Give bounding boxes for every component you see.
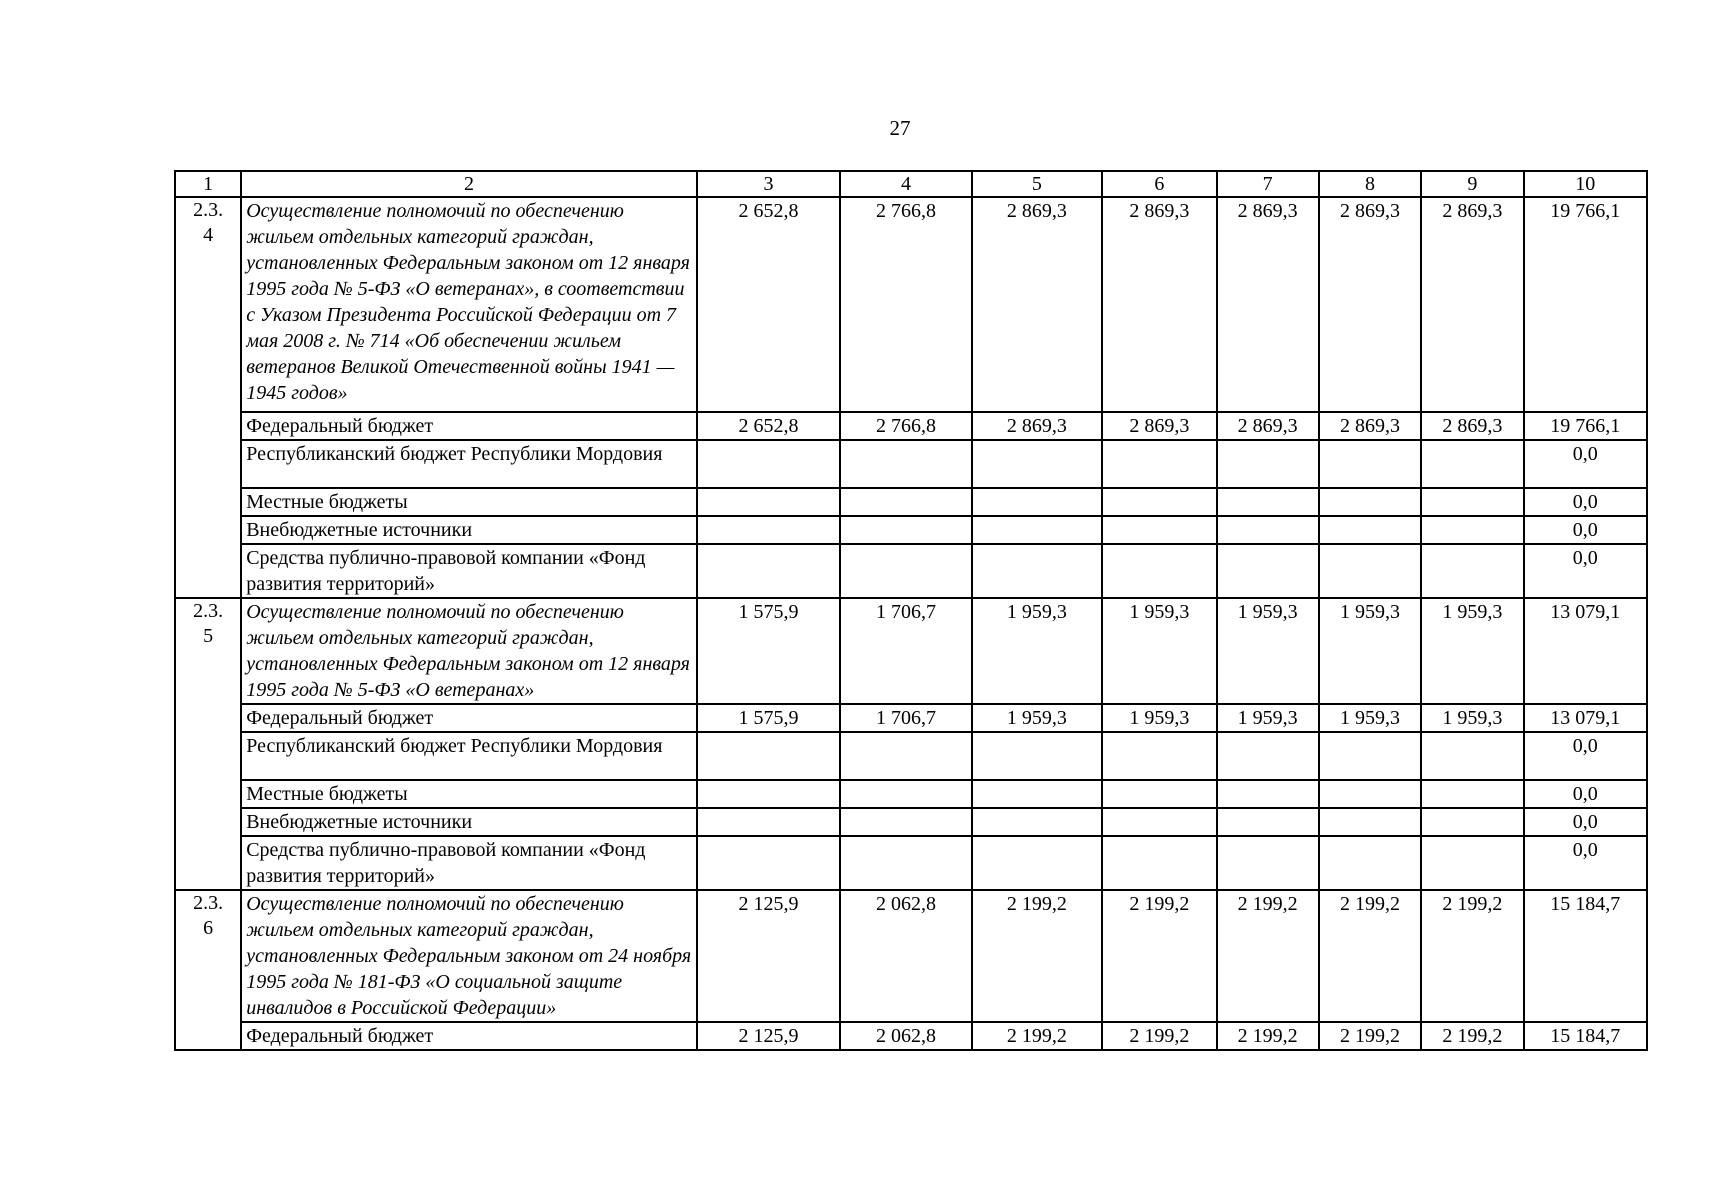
total-cell: 15 184,7 (1524, 1022, 1647, 1050)
value-cell: 2 199,2 (1319, 1022, 1421, 1050)
value-cell: 2 869,3 (972, 197, 1102, 412)
value-cell (972, 488, 1102, 516)
source-row (175, 412, 1647, 440)
value-cell (1217, 836, 1319, 890)
value-cell (1421, 836, 1523, 890)
value-cell: 1 959,3 (1421, 598, 1523, 704)
source-label: Республиканский бюджет Республики Мордовия (241, 440, 697, 488)
source-label: Федеральный бюджет (241, 412, 697, 440)
total-cell: 19 766,1 (1524, 412, 1647, 440)
value-cell: 1 959,3 (1217, 598, 1319, 704)
value-cell: 2 062,8 (840, 890, 971, 1022)
source-row (175, 488, 1647, 516)
total-cell: 0,0 (1524, 836, 1647, 890)
value-cell: 1 959,3 (972, 598, 1102, 704)
budget-table (174, 170, 1648, 1051)
value-cell (1319, 544, 1421, 598)
value-cell: 2 199,2 (1217, 890, 1319, 1022)
total-cell: 0,0 (1524, 440, 1647, 488)
value-cell (1421, 780, 1523, 808)
value-cell (1102, 780, 1216, 808)
section-index: 2.3. 6 (175, 890, 241, 1050)
source-label: Внебюджетные источники (241, 516, 697, 544)
value-cell (972, 808, 1102, 836)
value-cell: 2 199,2 (1217, 1022, 1319, 1050)
value-cell: 1 706,7 (840, 704, 971, 732)
value-cell (1102, 488, 1216, 516)
value-cell (972, 732, 1102, 780)
value-cell (1102, 732, 1216, 780)
value-cell: 2 199,2 (1421, 890, 1523, 1022)
value-cell (1319, 836, 1421, 890)
source-label: Республиканский бюджет Республики Мордовия (241, 732, 697, 780)
value-cell: 2 199,2 (1102, 890, 1216, 1022)
header-cell: 1 (175, 171, 241, 197)
header-cell: 2 (241, 171, 697, 197)
value-cell: 15 184,7 (1524, 890, 1647, 1022)
value-cell (1102, 516, 1216, 544)
value-cell: 1 959,3 (1217, 704, 1319, 732)
value-cell (1217, 808, 1319, 836)
value-cell (1319, 516, 1421, 544)
header-cell: 3 (697, 171, 840, 197)
header-cell: 10 (1524, 171, 1647, 197)
source-label: Федеральный бюджет (241, 1022, 697, 1050)
section-title: Осуществление полномочий по обеспечению жильем отдельных категорий граждан, установленных Федеральным законом от 12 января 1995 года № 5-ФЗ «О ветеранах» (241, 598, 697, 704)
value-cell: 1 959,3 (1102, 598, 1216, 704)
value-cell (697, 780, 840, 808)
value-cell (1102, 440, 1216, 488)
value-cell (1217, 544, 1319, 598)
value-cell (1421, 488, 1523, 516)
value-cell (972, 544, 1102, 598)
value-cell (840, 808, 971, 836)
value-cell: 1 959,3 (1421, 704, 1523, 732)
value-cell: 2 869,3 (1217, 412, 1319, 440)
value-cell (697, 440, 840, 488)
value-cell (1102, 808, 1216, 836)
value-cell (1421, 808, 1523, 836)
value-cell (697, 732, 840, 780)
value-cell: 2 652,8 (697, 412, 840, 440)
section-title: Осуществление полномочий по обеспечению жильем отдельных категорий граждан, установленных Федеральным законом от 24 ноября 1995 года № 181-ФЗ «О социальной защите инвалидов в Российской Федерации» (241, 890, 697, 1022)
value-cell (1217, 440, 1319, 488)
header-row (175, 171, 1647, 197)
value-cell (697, 836, 840, 890)
source-row (175, 732, 1647, 780)
value-cell: 2 869,3 (1319, 412, 1421, 440)
value-cell: 2 199,2 (972, 1022, 1102, 1050)
value-cell (1319, 780, 1421, 808)
source-row (175, 780, 1647, 808)
header-cell: 6 (1102, 171, 1216, 197)
total-cell: 0,0 (1524, 732, 1647, 780)
total-cell: 13 079,1 (1524, 704, 1647, 732)
source-row (175, 808, 1647, 836)
page-number: 27 (889, 116, 911, 140)
value-cell (1319, 732, 1421, 780)
value-cell (972, 516, 1102, 544)
value-cell (697, 544, 840, 598)
source-label: Местные бюджеты (241, 488, 697, 516)
value-cell: 2 766,8 (840, 412, 971, 440)
section-index: 2.3. 5 (175, 598, 241, 890)
value-cell (840, 836, 971, 890)
value-cell (697, 516, 840, 544)
value-cell: 13 079,1 (1524, 598, 1647, 704)
section-index: 2.3. 4 (175, 197, 241, 598)
value-cell: 1 575,9 (697, 704, 840, 732)
section-title-row (175, 890, 1647, 1022)
value-cell: 1 959,3 (1319, 704, 1421, 732)
value-cell: 2 869,3 (1319, 197, 1421, 412)
value-cell (1217, 780, 1319, 808)
value-cell (840, 488, 971, 516)
value-cell: 2 125,9 (697, 1022, 840, 1050)
total-cell: 0,0 (1524, 808, 1647, 836)
value-cell: 2 869,3 (1102, 412, 1216, 440)
value-cell (1102, 836, 1216, 890)
section-title-row (175, 598, 1647, 704)
value-cell (840, 732, 971, 780)
value-cell: 19 766,1 (1524, 197, 1647, 412)
source-row (175, 544, 1647, 598)
value-cell (697, 808, 840, 836)
value-cell (1421, 544, 1523, 598)
value-cell: 2 766,8 (840, 197, 971, 412)
value-cell (697, 488, 840, 516)
value-cell: 2 062,8 (840, 1022, 971, 1050)
value-cell (1421, 440, 1523, 488)
value-cell: 2 869,3 (1421, 412, 1523, 440)
value-cell: 2 869,3 (1217, 197, 1319, 412)
source-row (175, 704, 1647, 732)
value-cell (1217, 732, 1319, 780)
total-cell: 0,0 (1524, 544, 1647, 598)
value-cell (1319, 440, 1421, 488)
source-row (175, 1022, 1647, 1050)
header-cell: 9 (1421, 171, 1523, 197)
header-cell: 5 (972, 171, 1102, 197)
value-cell: 2 125,9 (697, 890, 840, 1022)
value-cell: 2 199,2 (972, 890, 1102, 1022)
value-cell (972, 836, 1102, 890)
value-cell: 1 959,3 (1319, 598, 1421, 704)
value-cell (1102, 544, 1216, 598)
total-cell: 0,0 (1524, 780, 1647, 808)
source-row (175, 440, 1647, 488)
value-cell: 1 575,9 (697, 598, 840, 704)
source-row (175, 836, 1647, 890)
value-cell (1217, 516, 1319, 544)
value-cell (840, 544, 971, 598)
value-cell (972, 780, 1102, 808)
value-cell: 1 959,3 (972, 704, 1102, 732)
value-cell: 1 706,7 (840, 598, 971, 704)
source-label: Внебюджетные источники (241, 808, 697, 836)
value-cell (1319, 808, 1421, 836)
source-label: Местные бюджеты (241, 780, 697, 808)
source-label: Средства публично-правовой компании «Фонд развития территорий» (241, 836, 697, 890)
value-cell (972, 440, 1102, 488)
value-cell: 2 199,2 (1102, 1022, 1216, 1050)
value-cell (840, 780, 971, 808)
header-cell: 7 (1217, 171, 1319, 197)
total-cell: 0,0 (1524, 488, 1647, 516)
header-cell: 4 (840, 171, 971, 197)
value-cell (1319, 488, 1421, 516)
value-cell (1421, 516, 1523, 544)
header-cell: 8 (1319, 171, 1421, 197)
section-title: Осуществление полномочий по обеспечению жильем отдельных категорий граждан, установленных Федеральным законом от 12 января 1995 года № 5-ФЗ «О ветеранах», в соответствии с Указом Президента Российской Федерации от 7 мая 2008 г. № 714 «Об обеспечении жильем ветеранов Великой Отечественной войны 1941 — 1945 годов» (241, 197, 697, 412)
section-title-row (175, 197, 1647, 412)
value-cell: 1 959,3 (1102, 704, 1216, 732)
value-cell (840, 516, 971, 544)
source-row (175, 516, 1647, 544)
source-label: Средства публично-правовой компании «Фонд развития территорий» (241, 544, 697, 598)
value-cell (1421, 732, 1523, 780)
value-cell: 2 869,3 (972, 412, 1102, 440)
value-cell: 2 199,2 (1421, 1022, 1523, 1050)
total-cell: 0,0 (1524, 516, 1647, 544)
value-cell (840, 440, 971, 488)
value-cell: 2 652,8 (697, 197, 840, 412)
value-cell: 2 199,2 (1319, 890, 1421, 1022)
value-cell: 2 869,3 (1102, 197, 1216, 412)
value-cell (1217, 488, 1319, 516)
source-label: Федеральный бюджет (241, 704, 697, 732)
value-cell: 2 869,3 (1421, 197, 1523, 412)
